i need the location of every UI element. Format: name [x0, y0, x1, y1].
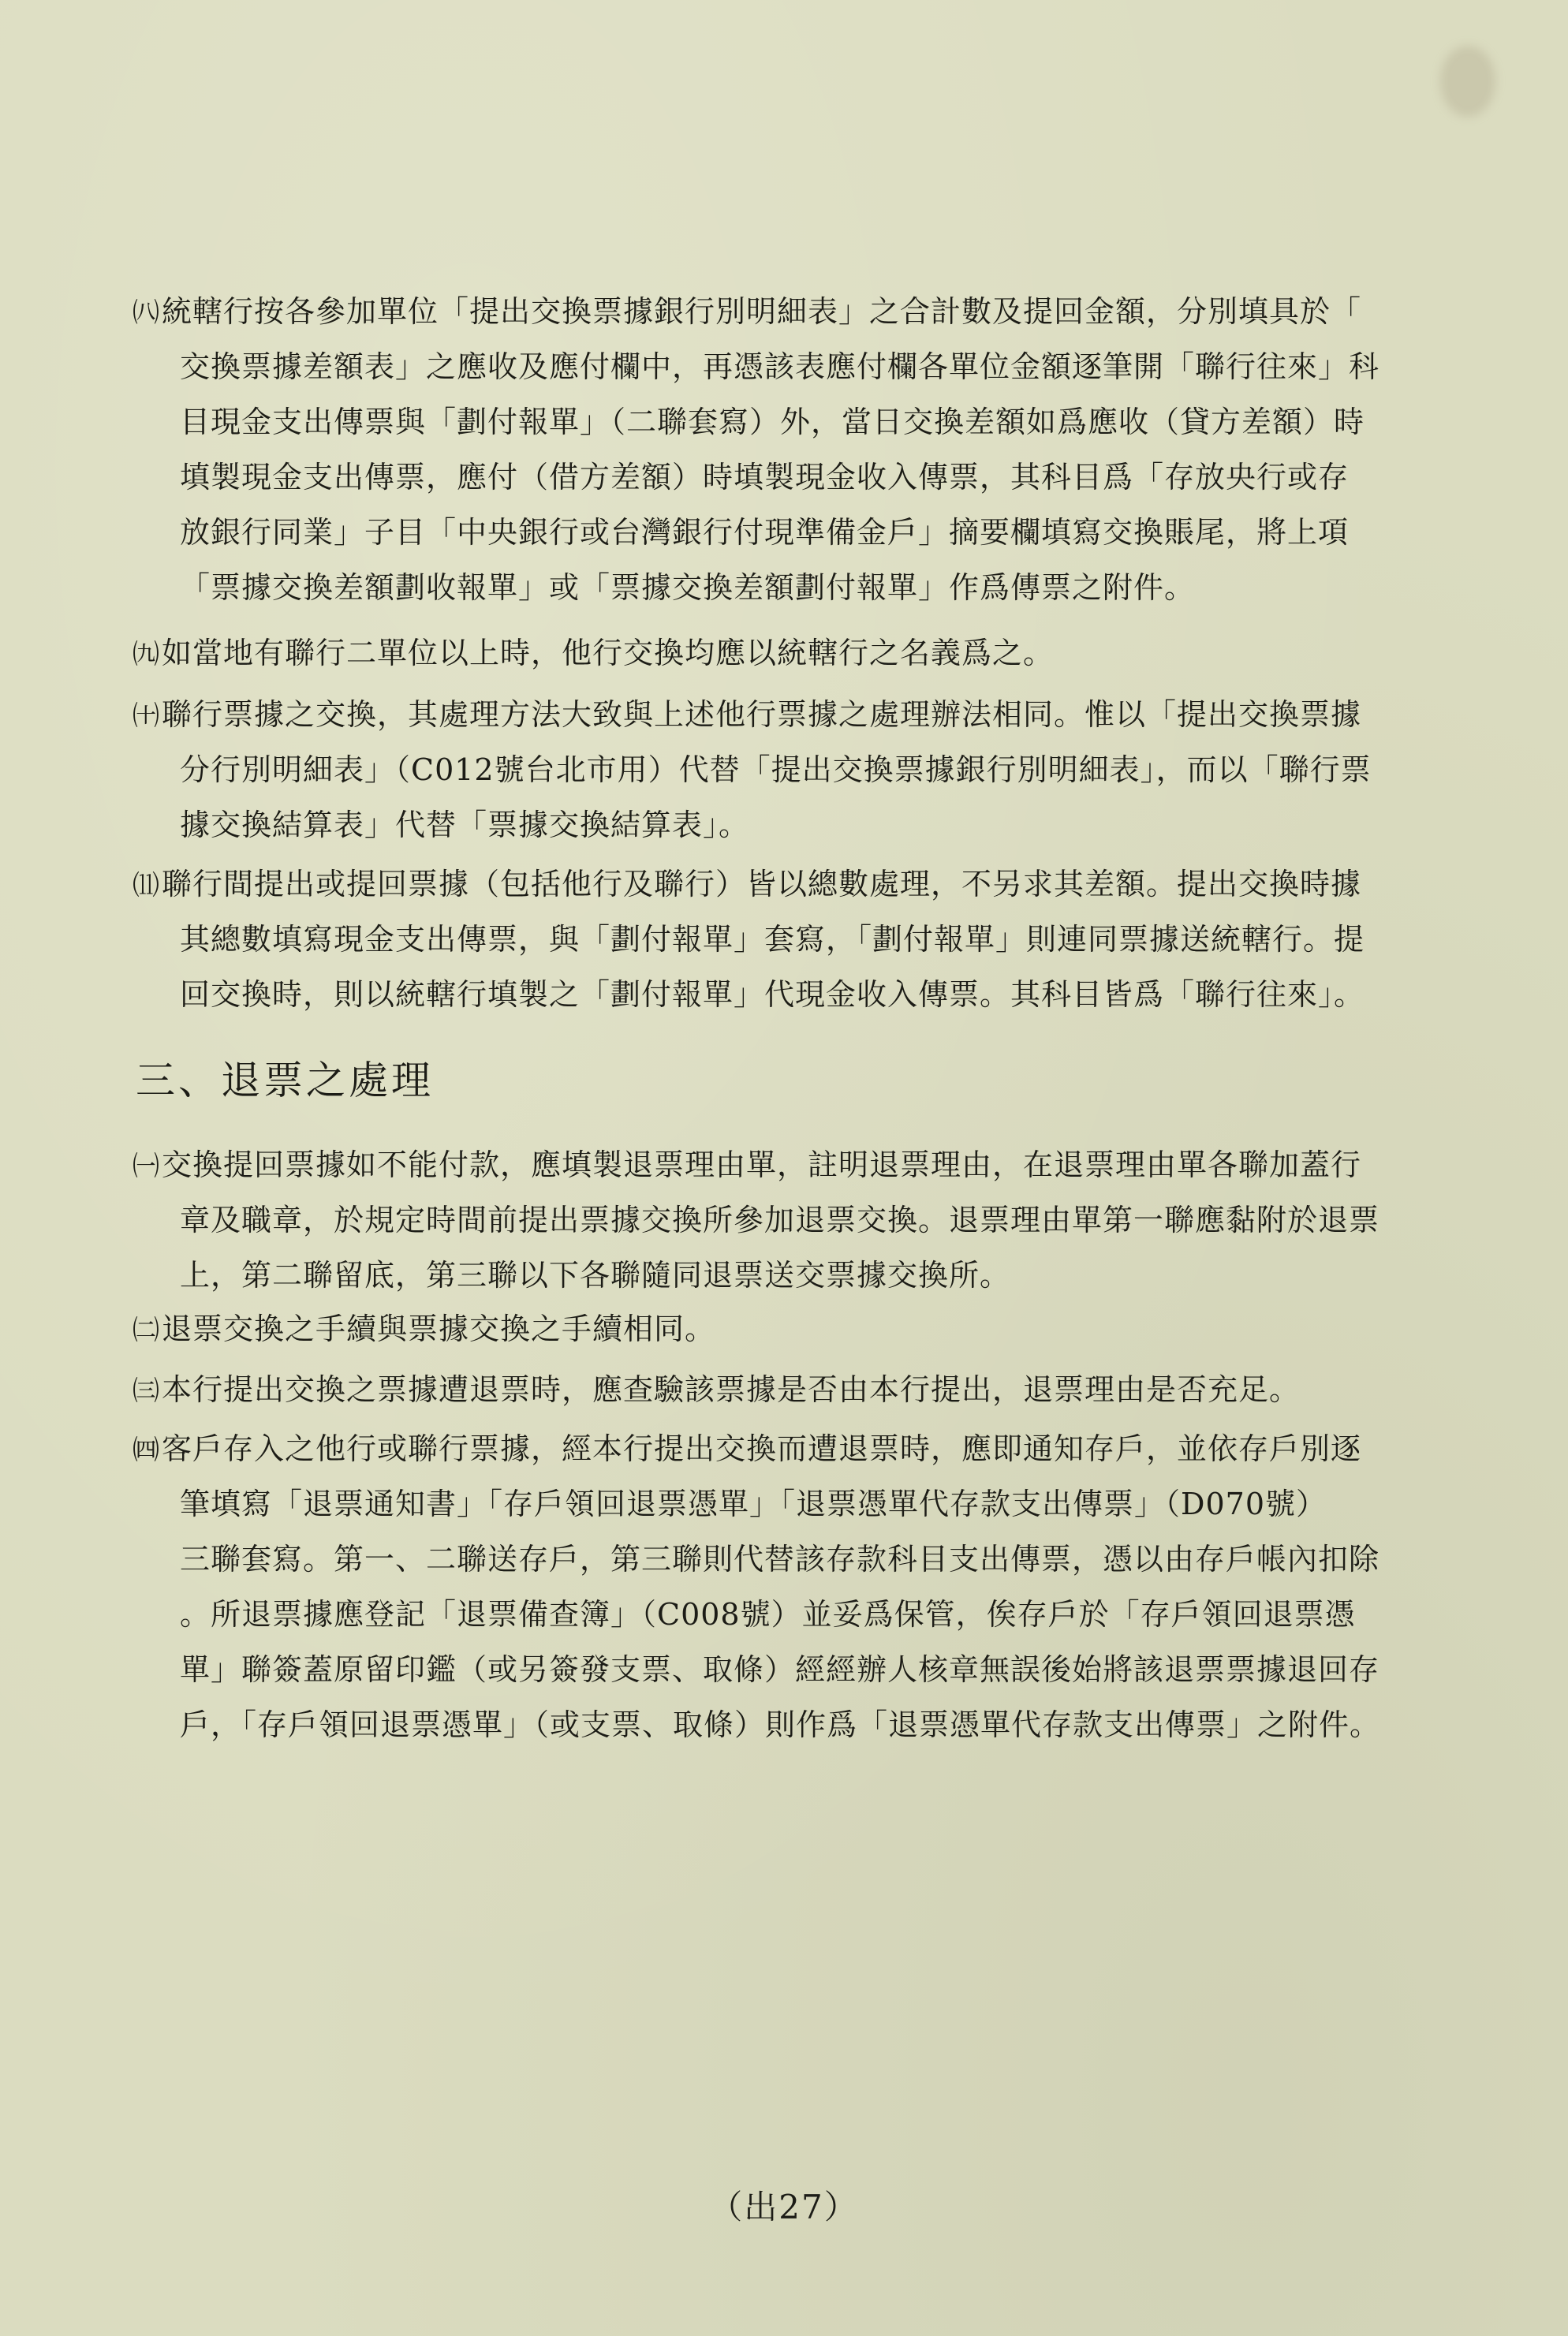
item-marker: ㈨: [133, 639, 160, 670]
item-marker: ㈠: [133, 1151, 160, 1182]
item-text-line: 上，第二聯留底，第三聯以下各聯隨同退票送交票據交換所。: [180, 1258, 1011, 1293]
list-item: [133, 1301, 1442, 1356]
item-text-line: 據交換結算表」代替「票據交換結算表」。: [180, 808, 750, 842]
item-text-line: 回交換時，則以統轄行填製之「劃付報單」代現金收入傳票。其科目皆爲「聯行往來」。: [180, 977, 1365, 1012]
paper-stain: [1440, 46, 1495, 117]
list-item: [133, 687, 1442, 853]
item-text-line: 本行提出交換之票據遭退票時，應查驗該票據是否由本行提出，退票理由是否充足。: [162, 1372, 1301, 1407]
list-item: [133, 625, 1442, 681]
item-text-line: 單」聯簽蓋原留印鑑（或另簽發支票、取條）經經辦人核章無誤後始將該退票票據退回存: [180, 1652, 1380, 1687]
list-item: [133, 856, 1442, 1022]
item-text-line: 退票交換之手續與票據交換之手續相同。: [162, 1312, 716, 1346]
list-item: [133, 284, 1442, 615]
item-text-line: 聯行票據之交換，其處理方法大致與上述他行票據之處理辦法相同。惟以「提出交換票據: [162, 697, 1362, 732]
item-text-line: 客戶存入之他行或聯行票據，經本行提出交換而遭退票時，應即通知存戶，並依存戶別逐: [162, 1431, 1362, 1466]
item-marker: ⑾: [133, 870, 160, 901]
item-text-line: 三聯套寫。第一、二聯送存戶，第三聯則代替該存款科目支出傳票，憑以由存戶帳內扣除: [180, 1542, 1380, 1577]
item-text-line: 章及職章，於規定時間前提出票據交換所參加退票交換。退票理由單第一聯應黏附於退票: [180, 1203, 1380, 1237]
item-text-line: 交換票據差額表」之應收及應付欄中，再憑該表應付欄各單位金額逐筆開「聯行往來」科: [180, 349, 1380, 384]
item-text-line: 戶，「存戶領回退票憑單」（或支票、取條）則作爲「退票憑單代存款支出傳票」之附件。: [180, 1707, 1381, 1742]
page-number: （出27）: [709, 2188, 859, 2226]
item-text-line: 目現金支出傳票與「劃付報單」（二聯套寫）外，當日交換差額如爲應收（貸方差額）時: [180, 405, 1365, 439]
section-heading: 三、退票之處理: [136, 1058, 434, 1103]
item-text-line: 其總數填寫現金支出傳票，與「劃付報單」套寫，「劃付報單」則連同票據送統轄行。提: [180, 922, 1365, 957]
item-marker: ㈣: [133, 1435, 160, 1466]
item-text-line: 聯行間提出或提回票據（包括他行及聯行）皆以總數處理，不另求其差額。提出交換時據: [162, 867, 1362, 901]
item-marker: ㈡: [133, 1315, 160, 1346]
item-marker: ㈢: [133, 1375, 160, 1407]
item-text-line: 分行別明細表」（C012號台北市用）代替「提出交換票據銀行別明細表」，而以「聯行票: [180, 752, 1372, 787]
item-text-line: 填製現金支出傳票，應付（借方差額）時填製現金收入傳票，其科目爲「存放央行或存: [180, 460, 1350, 494]
item-marker: ㈩: [133, 700, 160, 732]
item-marker: ㈧: [133, 297, 160, 329]
item-text-line: 統轄行按各參加單位「提出交換票據銀行別明細表」之合計數及提回金額，分別填具於「: [162, 294, 1362, 329]
item-text-line: 「票據交換差額劃收報單」或「票據交換差額劃付報單」作爲傳票之附件。: [180, 570, 1196, 605]
list-item: [133, 1137, 1442, 1303]
item-text-line: 交換提回票據如不能付款，應填製退票理由單，註明退票理由，在退票理由單各聯加蓋行: [162, 1147, 1362, 1182]
item-text-line: 。所退票據應登記「退票備查簿」（C008號）並妥爲保管，俟存戶於「存戶領回退票憑: [180, 1597, 1356, 1632]
item-text-line: 放銀行同業」子目「中央銀行或台灣銀行付現準備金戶」摘要欄填寫交換賬尾，將上項: [180, 515, 1350, 550]
list-item: [133, 1421, 1442, 1752]
item-text-line: 如當地有聯行二單位以上時，他行交換均應以統轄行之名義爲之。: [162, 636, 1055, 670]
item-text-line: 筆填寫「退票通知書」「存戶領回退票憑單」「退票憑單代存款支出傳票」（D070號）: [180, 1487, 1327, 1521]
list-item: [133, 1362, 1442, 1417]
